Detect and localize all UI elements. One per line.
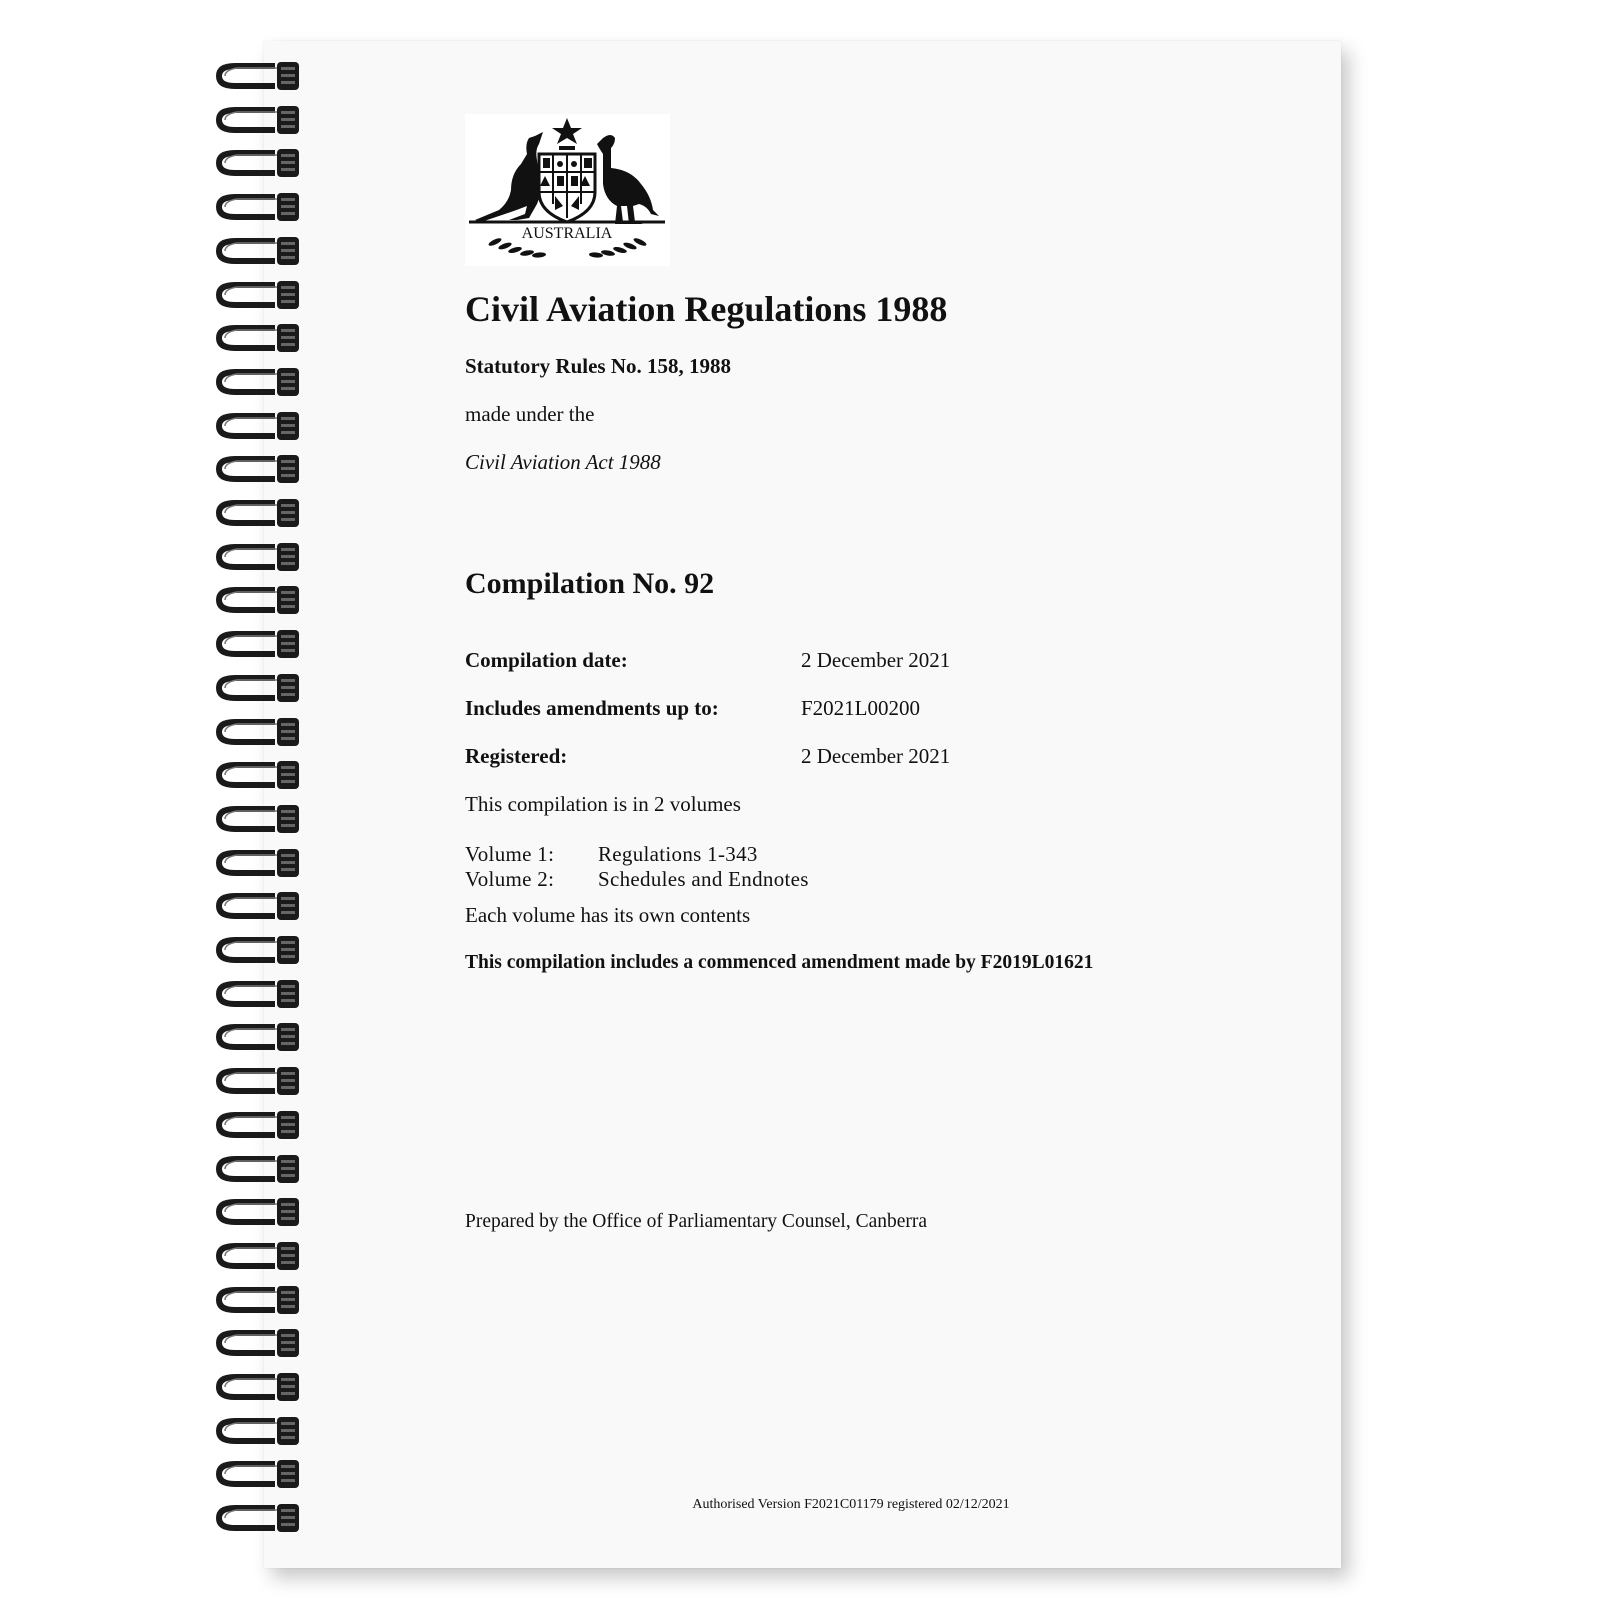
registered-label: Registered: — [465, 744, 568, 768]
spiral-coil — [215, 495, 307, 531]
spiral-coil — [215, 364, 307, 400]
coat-of-arms-icon — [465, 114, 670, 266]
compilation-date-value: 2 December 2021 — [801, 648, 951, 672]
spiral-coil — [215, 1194, 307, 1230]
crest-text: AUSTRALIA — [521, 225, 613, 242]
spiral-coil — [215, 1151, 307, 1187]
spiral-coil — [215, 801, 307, 837]
spiral-coil — [215, 1238, 307, 1274]
volume-2-value: Schedules and Endnotes — [598, 867, 809, 891]
compilation-date-label: Compilation date: — [465, 648, 628, 672]
spiral-coil — [215, 1413, 307, 1449]
spiral-coil — [215, 145, 307, 181]
volume-2-label: Volume 2: — [465, 867, 555, 891]
amendment-note: This compilation includes a commenced amendment made by F2019L01621 — [465, 952, 1094, 973]
spiral-coil — [215, 1456, 307, 1492]
spiral-coil — [215, 1282, 307, 1318]
spiral-binding — [215, 58, 315, 1548]
spiral-coil — [215, 757, 307, 793]
spiral-coil — [215, 451, 307, 487]
spiral-coil — [215, 1325, 307, 1361]
spiral-coil — [215, 102, 307, 138]
spiral-coil — [215, 1063, 307, 1099]
made-under-text: made under the — [465, 402, 595, 426]
spiral-coil — [215, 320, 307, 356]
volume-1-value: Regulations 1-343 — [598, 842, 758, 866]
spiral-coil — [215, 408, 307, 444]
footer-text: Authorised Version F2021C01179 registered 02/12/2021 — [692, 1497, 1010, 1512]
registered-value: 2 December 2021 — [801, 744, 951, 768]
spiral-coil — [215, 1019, 307, 1055]
document-page — [264, 41, 1341, 1568]
spiral-coil — [215, 845, 307, 881]
volume-1-label: Volume 1: — [465, 842, 555, 866]
spiral-coil — [215, 714, 307, 750]
amendments-value: F2021L00200 — [801, 696, 921, 720]
spiral-coil — [215, 277, 307, 313]
statutory-rules-number: Statutory Rules No. 158, 1988 — [465, 354, 731, 378]
spiral-coil — [215, 1369, 307, 1405]
footer-authorised-version — [0, 1497, 1600, 1513]
spiral-coil — [215, 189, 307, 225]
spiral-coil — [215, 1107, 307, 1143]
spiral-coil — [215, 626, 307, 662]
spiral-coil — [215, 976, 307, 1012]
contents-note: Each volume has its own contents — [465, 903, 751, 927]
document-title: Civil Aviation Regulations 1988 — [465, 289, 948, 329]
spiral-coil — [215, 233, 307, 269]
enabling-act: Civil Aviation Act 1988 — [465, 450, 661, 474]
amendments-label: Includes amendments up to: — [465, 696, 719, 720]
spiral-coil — [215, 670, 307, 706]
spiral-coil — [215, 888, 307, 924]
spiral-coil — [215, 932, 307, 968]
prepared-by: Prepared by the Office of Parliamentary Counsel, Canberra — [465, 1211, 928, 1232]
compilation-number: Compilation No. 92 — [465, 567, 715, 600]
spiral-coil — [215, 539, 307, 575]
spiral-coil — [215, 582, 307, 618]
volumes-intro: This compilation is in 2 volumes — [465, 792, 741, 816]
spiral-coil — [215, 58, 307, 94]
